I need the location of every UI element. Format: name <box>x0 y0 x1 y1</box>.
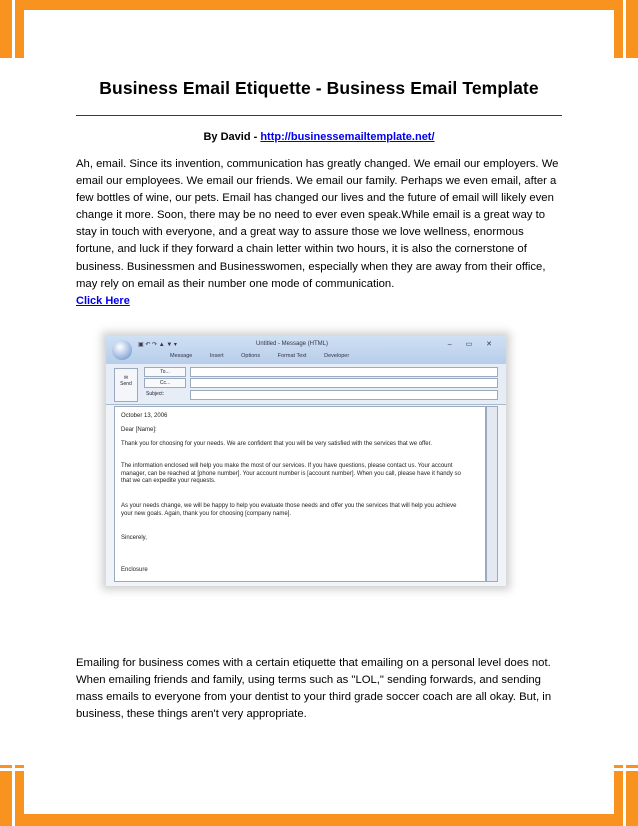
paragraph-etiquette: Emailing for business comes with a certain etiquette that emailing on a personal level does not. When emailing friends and family, using terms such as "LOL," sending forwards, and sending mass emails to everyone from your dentist to your third grade soccer coach are all okay. But, in business, these things aren't very appropriate. <box>76 657 552 721</box>
window-controls-icon: – ▭ ✕ <box>447 341 498 348</box>
screenshot-send-button: ✉ Send <box>114 368 138 402</box>
screenshot-window-title: Untitled - Message (HTML) <box>256 341 329 347</box>
screenshot-tab: Message <box>170 353 193 359</box>
screenshot-tabs <box>170 353 365 359</box>
screenshot-subject-label: Subject: <box>146 391 165 397</box>
screenshot-to-button: To... <box>144 367 186 377</box>
screenshot-message-body <box>114 406 486 582</box>
screenshot-scrollbar <box>486 406 498 582</box>
screenshot-body-line: Enclosure <box>121 567 148 573</box>
screenshot-cc-button: Cc... <box>144 378 186 388</box>
screenshot-tab: Insert <box>209 353 224 359</box>
byline-link[interactable]: http://businessemailtemplate.net/ <box>260 131 435 143</box>
quick-access-toolbar-icon: ▣ ↶ ↷ ▲ ▼ ▾ <box>138 342 177 348</box>
screenshot-header-fields <box>106 364 506 405</box>
screenshot-body-line: Thank you for choosing for your needs. We are confident that you will be very satisfied with the services that we offer. <box>121 441 432 447</box>
bottom-band-divider-left <box>12 765 15 826</box>
byline-prefix: By David - <box>203 131 261 143</box>
screenshot-send-label: Send <box>120 381 132 387</box>
paragraph-intro: Ah, email. Since its invention, communication has greatly changed. We email our employers. We email our employees. We email our friends. We email our family. Perhaps we even email, after a few bottles of wine, our pets. Email has changed our lives and the future of email will likely even change it more. Soon, there may be no need to ever even speak.While email is a great way to stay in touch with everyone, and a great way to assure those we love wellness, enormous fortune, and luck if they forward a chain letter within two hours, it is also the cornerstone of business. Businessmen and Businesswomen, especially when they are away from their office, may rely on email as their number one mode of communication. <box>76 158 559 290</box>
top-band-divider-left <box>12 0 15 62</box>
screenshot-subject-field <box>190 390 498 400</box>
email-screenshot-image <box>106 336 506 586</box>
click-here-link[interactable]: Click Here <box>76 295 130 307</box>
screenshot-body-line: The information enclosed will help you make the most of our services. If you have questions, please contact us. Your account manager, can be reached at [phone number]. Your account number is [account number]. When you call, please have it handy so that we can expedite your requests. <box>121 463 461 484</box>
title-rule <box>76 115 562 116</box>
bottom-band-divider-right <box>623 765 626 826</box>
screenshot-to-field <box>190 367 498 377</box>
screenshot-tab: Options <box>241 353 261 359</box>
document-title: Business Email Etiquette - Business Email Template <box>99 78 539 98</box>
screenshot-body-line: As your needs change, we will be happy to help you evaluate those needs and offer you the services that will help you achieve your new goals. Again, thank you for choosing [company name]. <box>121 503 457 517</box>
screenshot-body-line: Dear [Name]: <box>121 427 157 433</box>
byline <box>0 131 638 143</box>
screenshot-tab: Format Text <box>277 353 307 359</box>
top-band-divider-right <box>623 0 626 62</box>
office-button-icon <box>112 340 132 360</box>
screenshot-body-line: Sincerely, <box>121 535 147 541</box>
screenshot-tab: Developer <box>324 353 350 359</box>
screenshot-body-line: October 13, 2006 <box>121 413 168 419</box>
screenshot-cc-field <box>190 378 498 388</box>
